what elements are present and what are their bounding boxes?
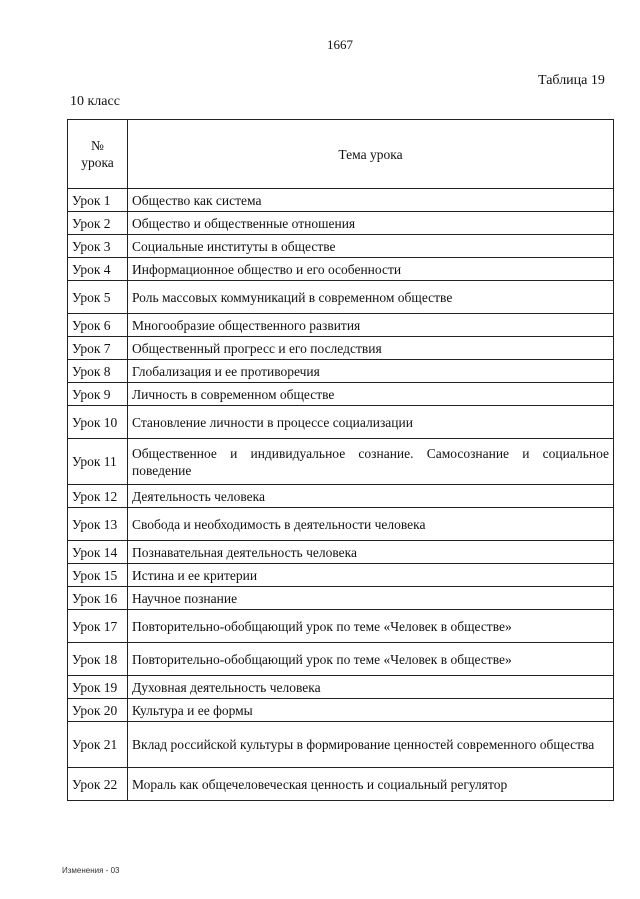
lesson-number: Урок 14 (68, 541, 128, 564)
lesson-topic: Истина и ее критерии (128, 564, 614, 587)
table-row (68, 610, 614, 643)
table-row (68, 383, 614, 406)
lesson-number: Урок 4 (68, 258, 128, 281)
lesson-number: Урок 21 (68, 722, 128, 768)
lesson-topic: Вклад российской культуры в формирование ценностей современного общества (128, 722, 614, 768)
table-row (68, 587, 614, 610)
table-row (68, 281, 614, 314)
table-row (68, 541, 614, 564)
table-row (68, 699, 614, 722)
lesson-topic: Деятельность человека (128, 485, 614, 508)
lesson-number: Урок 17 (68, 610, 128, 643)
lesson-number: Урок 7 (68, 337, 128, 360)
lesson-number: Урок 10 (68, 406, 128, 439)
lesson-number: Урок 2 (68, 212, 128, 235)
table-row (68, 768, 614, 801)
lesson-number: Урок 5 (68, 281, 128, 314)
table-row (68, 258, 614, 281)
table-header-row (68, 120, 614, 189)
lessons-table-body (68, 189, 614, 801)
lesson-number: Урок 22 (68, 768, 128, 801)
lessons-table (67, 119, 614, 801)
class-label: 10 класс (70, 94, 120, 109)
table-row (68, 508, 614, 541)
lesson-topic: Общество и общественные отношения (128, 212, 614, 235)
lesson-number: Урок 8 (68, 360, 128, 383)
lesson-number: Урок 6 (68, 314, 128, 337)
lesson-topic: Познавательная деятельность человека (128, 541, 614, 564)
table-row (68, 360, 614, 383)
lesson-topic: Свобода и необходимость в деятельности человека (128, 508, 614, 541)
lesson-number: Урок 11 (68, 439, 128, 485)
lesson-number: Урок 13 (68, 508, 128, 541)
lesson-topic: Личность в современном обществе (128, 383, 614, 406)
lesson-topic: Культура и ее формы (128, 699, 614, 722)
lesson-topic: Роль массовых коммуникаций в современном обществе (128, 281, 614, 314)
lesson-number: Урок 20 (68, 699, 128, 722)
header-num-symbol: № (91, 138, 104, 153)
table-row (68, 564, 614, 587)
lesson-topic: Глобализация и ее противоречия (128, 360, 614, 383)
lesson-topic: Научное познание (128, 587, 614, 610)
lesson-number: Урок 9 (68, 383, 128, 406)
table-row (68, 337, 614, 360)
lesson-number: Урок 19 (68, 676, 128, 699)
lesson-topic: Социальные институты в обществе (128, 235, 614, 258)
lesson-topic: Мораль как общечеловеческая ценность и социальный регулятор (128, 768, 614, 801)
lesson-topic: Общество как система (128, 189, 614, 212)
lesson-topic: Информационное общество и его особенности (128, 258, 614, 281)
lesson-number: Урок 16 (68, 587, 128, 610)
lesson-number: Урок 15 (68, 564, 128, 587)
header-num-word: урока (81, 155, 114, 170)
table-row (68, 189, 614, 212)
table-row (68, 406, 614, 439)
table-row (68, 643, 614, 676)
lesson-topic: Духовная деятельность человека (128, 676, 614, 699)
lesson-number: Урок 12 (68, 485, 128, 508)
table-row (68, 722, 614, 768)
footer-revision: Изменения - 03 (62, 866, 120, 875)
table-row (68, 314, 614, 337)
lesson-topic: Общественный прогресс и его последствия (128, 337, 614, 360)
header-lesson-number (68, 120, 128, 189)
table-row (68, 485, 614, 508)
lesson-number: Урок 18 (68, 643, 128, 676)
lesson-topic: Многообразие общественного развития (128, 314, 614, 337)
lesson-number: Урок 3 (68, 235, 128, 258)
table-row (68, 235, 614, 258)
lesson-topic: Общественное и индивидуальное сознание. Самосознание и социальное поведение (128, 439, 614, 485)
table-row (68, 439, 614, 485)
lesson-number: Урок 1 (68, 189, 128, 212)
lesson-topic: Повторительно-обобщающий урок по теме «Человек в обществе» (128, 643, 614, 676)
header-lesson-topic: Тема урока (128, 120, 614, 189)
lesson-topic: Становление личности в процессе социализации (128, 406, 614, 439)
table-row (68, 212, 614, 235)
table-label: Таблица 19 (538, 73, 605, 88)
page-number: 1667 (327, 37, 353, 52)
table-row (68, 676, 614, 699)
lesson-topic: Повторительно-обобщающий урок по теме «Человек в обществе» (128, 610, 614, 643)
